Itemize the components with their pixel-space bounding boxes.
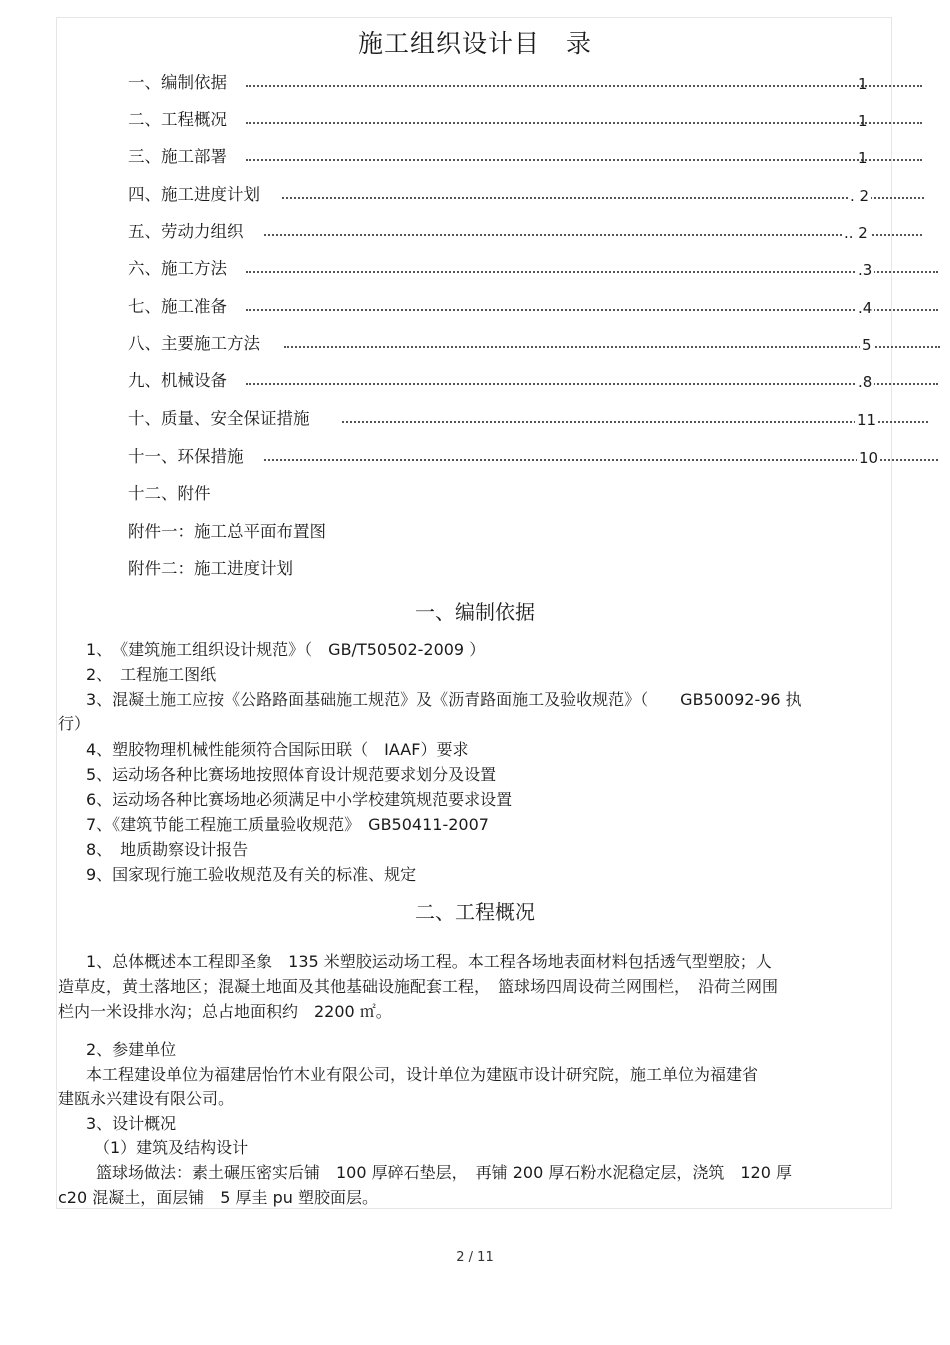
toc-leader-dots bbox=[284, 344, 940, 348]
toc-page-number: . 2 bbox=[850, 187, 870, 205]
toc-page-number: .3 bbox=[858, 261, 873, 279]
overview-paragraph: 造草皮，黄土落地区；混凝土地面及其他基础设施配套工程， 篮球场四周设荷兰网围栏， 沿荷兰网围 bbox=[58, 977, 779, 996]
toc-leader-dots bbox=[246, 83, 922, 87]
toc-entry-label: 二、工程概况 bbox=[128, 110, 227, 129]
basis-item: 7、《建筑节能工程施工质量验收规范》 GB50411-2007 bbox=[86, 815, 489, 834]
section-heading: 一、编制依据 bbox=[415, 600, 535, 624]
toc-entry-label: 十一、环保措施 bbox=[128, 447, 244, 466]
toc-entry-label: 七、施工准备 bbox=[128, 297, 227, 316]
design-paragraph: 篮球场做法：素土碾压密实后铺 100 厚碎石垫层， 再铺 200 厚石粉水泥稳定层，浇筑 120 厚 bbox=[96, 1163, 792, 1182]
basis-item: 9、国家现行施工验收规范及有关的标准、规定 bbox=[86, 865, 417, 884]
overview-paragraph: 1、总体概述本工程即圣象 135 米塑胶运动场工程。本工程各场地表面材料包括透气型塑胶；人 bbox=[86, 952, 772, 971]
toc-page-number: 1 bbox=[858, 112, 868, 130]
toc-page-number: 1 bbox=[858, 75, 868, 93]
toc-leader-dots bbox=[264, 457, 938, 461]
toc-appendix: 十二、附件 bbox=[128, 484, 211, 503]
toc-page-number: 5 bbox=[862, 336, 872, 354]
basis-item: 5、运动场各种比赛场地按照体育设计规范要求划分及设置 bbox=[86, 765, 497, 784]
section-heading: 二、工程概况 bbox=[415, 900, 535, 924]
participants-paragraph: 建瓯永兴建设有限公司。 bbox=[58, 1089, 235, 1108]
subsection-heading: 2、参建单位 bbox=[86, 1040, 177, 1059]
overview-paragraph: 栏内一米设排水沟；总占地面积约 2200 ㎡。 bbox=[58, 1002, 392, 1021]
participants-paragraph: 本工程建设单位为福建居怡竹木业有限公司，设计单位为建瓯市设计研究院，施工单位为福建省 bbox=[86, 1065, 759, 1084]
toc-entry-label: 八、主要施工方法 bbox=[128, 334, 260, 353]
toc-leader-dots bbox=[282, 195, 924, 199]
basis-item: 4、塑胶物理机械性能须符合国际田联（ IAAF）要求 bbox=[86, 740, 469, 759]
toc-entry-label: 十、质量、安全保证措施 bbox=[128, 409, 310, 428]
toc-page-number: .. 2 bbox=[844, 224, 868, 242]
toc-leader-dots bbox=[342, 419, 928, 423]
toc-page-number: 1 bbox=[858, 149, 868, 167]
toc-leader-dots bbox=[246, 381, 938, 385]
toc-leader-dots bbox=[246, 269, 938, 273]
basis-item: 8、 地质勘察设计报告 bbox=[86, 840, 249, 859]
document-title: 施工组织设计目 录 bbox=[357, 29, 592, 58]
toc-page-number: .4 bbox=[858, 299, 873, 317]
basis-item: 1、 《建筑施工组织设计规范》（ GB/T50502-2009 ） bbox=[86, 640, 486, 659]
toc-leader-dots bbox=[246, 157, 922, 161]
toc-leader-dots bbox=[264, 232, 922, 236]
toc-entry-label: 五、劳动力组织 bbox=[128, 222, 244, 241]
toc-page-number: 10 bbox=[859, 449, 879, 467]
toc-entry-label: 九、机械设备 bbox=[128, 371, 227, 390]
subsection-heading: （1）建筑及结构设计 bbox=[94, 1138, 249, 1157]
toc-appendix-item: 附件一：施工总平面布置图 bbox=[128, 522, 326, 541]
basis-item: 2、 工程施工图纸 bbox=[86, 665, 217, 684]
toc-page-number: 11 bbox=[857, 411, 877, 429]
toc-leader-dots bbox=[246, 307, 938, 311]
toc-entry-label: 六、施工方法 bbox=[128, 259, 227, 278]
toc-entry-label: 四、施工进度计划 bbox=[128, 185, 260, 204]
subsection-heading: 3、设计概况 bbox=[86, 1114, 177, 1133]
basis-item-continued: 行） bbox=[58, 714, 91, 733]
toc-entry-label: 一、编制依据 bbox=[128, 73, 227, 92]
basis-item: 6、运动场各种比赛场地必须满足中小学校建筑规范要求设置 bbox=[86, 790, 513, 809]
design-paragraph: c20 混凝土，面层铺 5 厚圭 pu 塑胶面层。 bbox=[58, 1188, 378, 1207]
toc-entry-label: 三、施工部署 bbox=[128, 147, 227, 166]
toc-appendix-item: 附件二：施工进度计划 bbox=[128, 559, 293, 578]
toc-page-number: .8 bbox=[858, 373, 873, 391]
page-number-footer: 2 / 11 bbox=[456, 1250, 494, 1265]
toc-leader-dots bbox=[246, 120, 922, 124]
basis-item: 3、混凝土施工应按《公路路面基础施工规范》及《沥青路面施工及验收规范》（ GB50092-96 执 bbox=[86, 690, 802, 709]
